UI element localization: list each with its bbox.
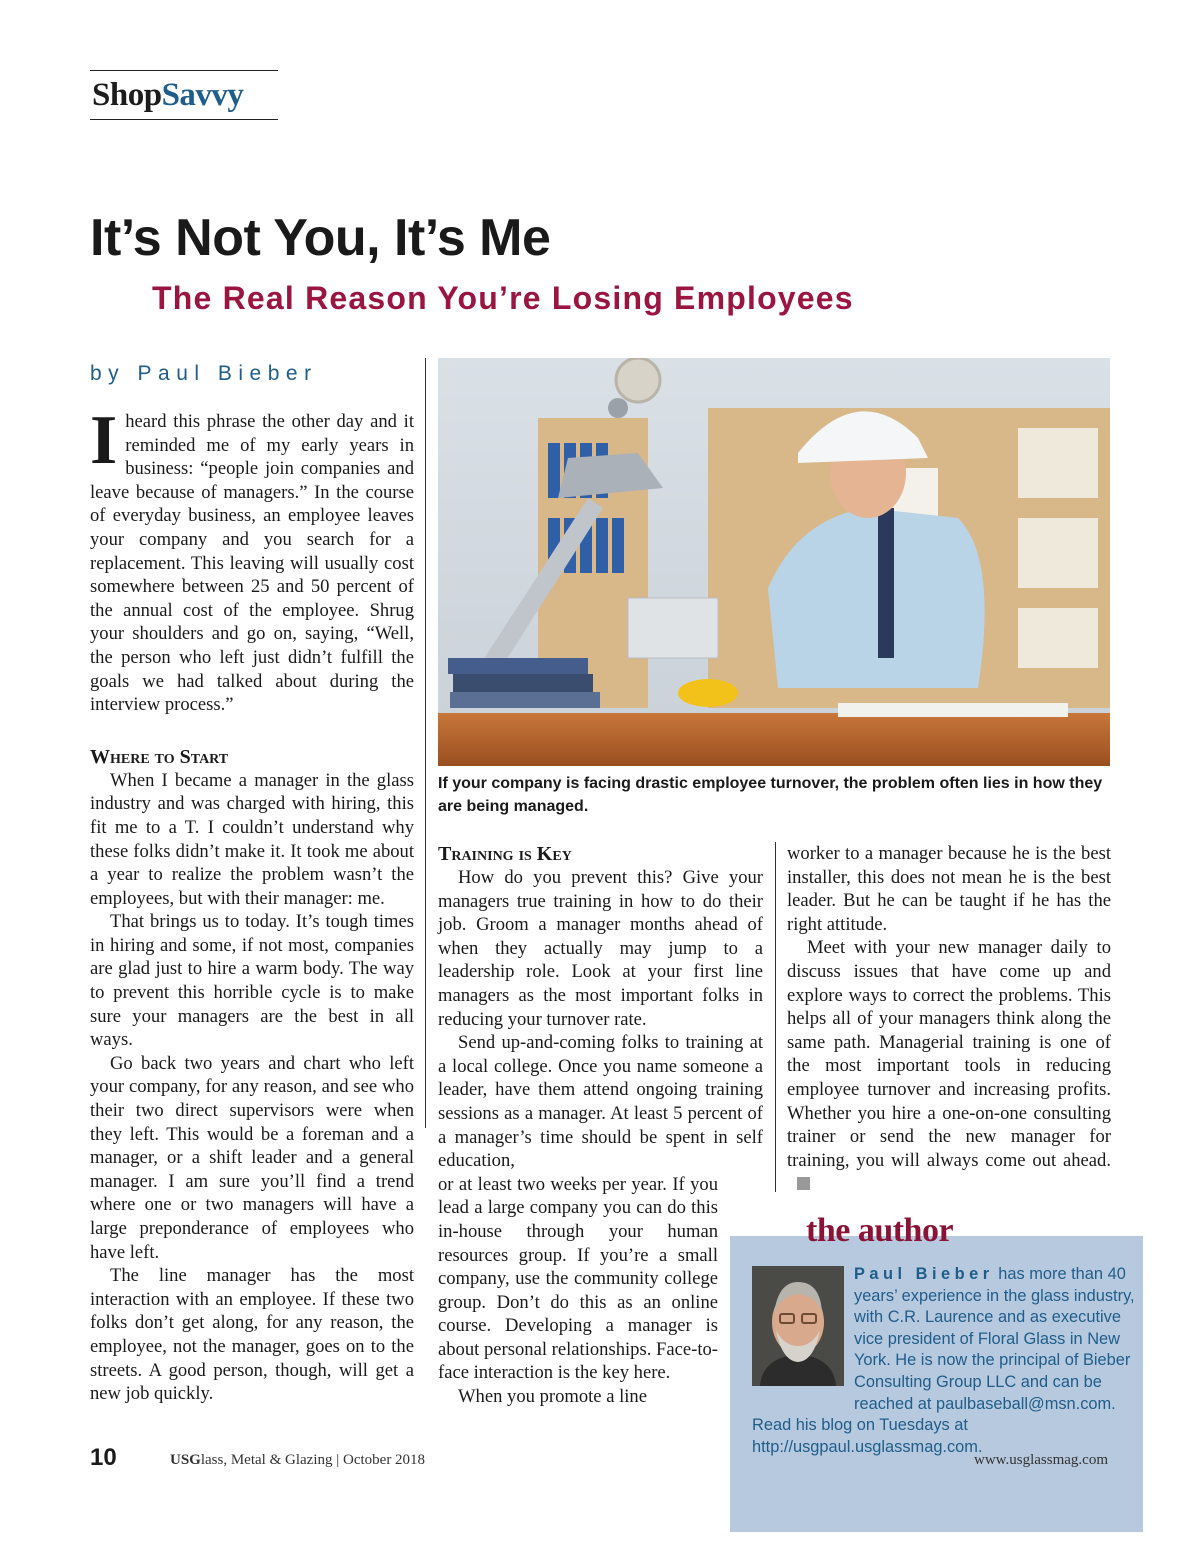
intro-paragraph: Iheard this phrase the other day and it reminded me of my early years in business: “people join companies and leave because of managers.” In the course of everyday business, an employee leaves your company and you search for a replacement. This leaving will usually cost somewhere between 25 and 50 percent of the annual cost of the employee. Shrug your shoulders and go on, saying, “Well, the person who left just didn’t fulfill the goals we had talked about during the interview process.” bbox=[90, 402, 414, 716]
subhead-training-is-key: Training is Key bbox=[438, 843, 572, 865]
author-bio: Paul Bieber has more than 40 years’ experience in the glass industry, with C.R. Laurence and as executive vice president of Floral Glass in New York. He is now the principal of Bieber Consulting Group LLC and can be reached at paulbaseball@msn.com. Read his blog on Tuesdays at http://usgpaul.usglassmag.com. bbox=[752, 1265, 1135, 1456]
column-divider bbox=[775, 842, 776, 1192]
paragraph: That brings us to today. It’s tough times in hiring and some, if not most, companies are glad just to hire a warm body. The way to prevent this horrible cycle is to make sure your managers are the best in all ways. bbox=[90, 911, 414, 1051]
paragraph: Go back two years and chart who left your company, for any reason, and see who their two direct supervisors were when they left. This would be a foreman and a manager, or a shift leader and a general manager. I am sure you’ll find a trend where one or two managers will have a large preponderance of employees who have left. bbox=[90, 1052, 414, 1263]
drop-cap: I bbox=[90, 402, 118, 479]
article-photo bbox=[438, 358, 1110, 766]
column-divider bbox=[425, 358, 426, 1128]
column-3 bbox=[787, 842, 1111, 1196]
section-label bbox=[90, 70, 278, 120]
section-label-text: ShopSavvy bbox=[92, 77, 244, 113]
photo-caption: If your company is facing drastic employee turnover, the problem often lies in how they are being managed. bbox=[438, 775, 1103, 815]
author-heading: the author bbox=[806, 1212, 954, 1249]
author-name: Paul Bieber bbox=[854, 1265, 994, 1283]
end-mark-icon bbox=[797, 1177, 810, 1190]
paragraph: Meet with your new manager daily to discuss issues that have come up and explore ways to correct the problems. This helps all of your managers think along the same path. Managerial training is one of the most important tools in reducing employee turnover and increasing profits. Whether you hire a one-on-one consulting trainer or send the new manager for training, you will always come out ahead. bbox=[787, 936, 1111, 1196]
column-1 bbox=[90, 402, 414, 1406]
subhead-where-to-start: Where to Start bbox=[90, 745, 229, 768]
paragraph: or at least two weeks per year. If you lead a large company you can do this in-house through your human resources group. If you’re a small company, use the community college group. Don’t do this as an online course. Developing a manager is about personal relationships. Face-to-face interaction is the key here. bbox=[438, 1173, 718, 1384]
article-title: It’s Not You, It’s Me bbox=[90, 209, 551, 267]
paragraph: worker to a manager because he is the best installer, this does not mean he is the best leader. But he can be taught if he has the right attitude. bbox=[787, 843, 1111, 935]
column-2 bbox=[438, 842, 763, 1409]
paragraph: The line manager has the most interaction with an employee. If these two folks don’t get along, for any reason, the employee, not the manager, goes on to the streets. A good person, though, will get a new job quickly. bbox=[90, 1265, 414, 1405]
paragraph: When you promote a line bbox=[458, 1386, 647, 1408]
byline: by Paul Bieber bbox=[90, 362, 318, 385]
publication-name: USGlass, Metal & Glazing | October 2018 bbox=[170, 1452, 426, 1468]
publication-url: www.usglassmag.com bbox=[973, 1452, 1108, 1468]
paragraph: How do you prevent this? Give your managers true training in how to do their job. Groom a manager months ahead of when they actually may jump to a leadership role. Look at your first line managers as the most important folks in reducing your turnover rate. bbox=[438, 867, 763, 1030]
article-subtitle: The Real Reason You’re Losing Employees bbox=[152, 280, 854, 316]
paragraph: Send up-and-coming folks to training at a local college. Once you name someone a leader, have them attend ongoing training sessions as a manager. At least 5 percent of a manager’s time should be spent in self education, bbox=[438, 1032, 763, 1172]
page-number: 10 bbox=[90, 1444, 117, 1471]
paragraph: When I became a manager in the glass industry and was charged with hiring, this fit me to a T. I couldn’t understand why these folks didn’t make it. It took me about a year to realize the problem wasn’t the employees, but with their manager: me. bbox=[90, 769, 414, 909]
